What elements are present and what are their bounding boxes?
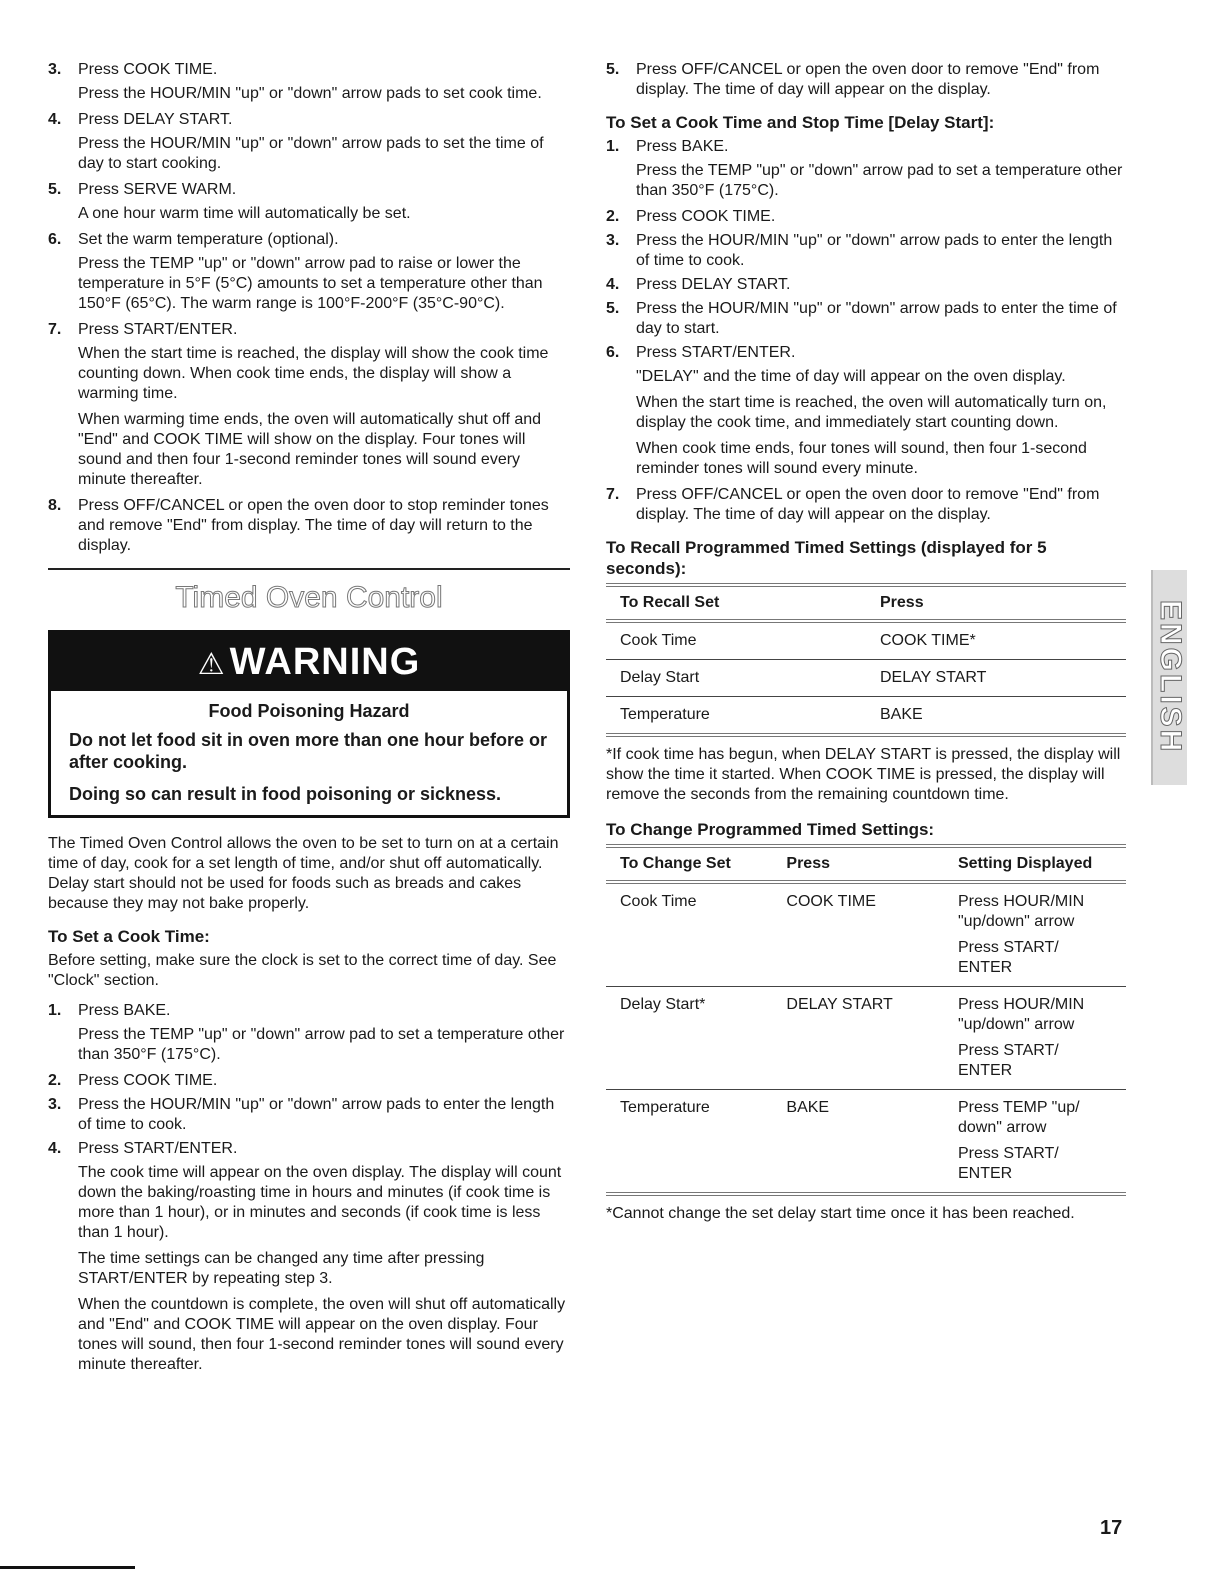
step-text: Press OFF/CANCEL or open the oven door to stop reminder tones and remove "End" from display. The time of day will return to the display. <box>78 497 549 554</box>
step-text: Press COOK TIME. <box>636 208 776 225</box>
step-detail: A one hour warm time will automatically be set. <box>78 205 411 222</box>
step-text: Press START/ENTER. <box>78 1140 238 1157</box>
step-text: Set the warm temperature (optional). <box>78 231 339 248</box>
change-table <box>606 844 1126 1196</box>
setting-instruction: Press START/ ENTER <box>957 939 1059 976</box>
table-row <box>606 621 1126 660</box>
step-number: 1. <box>48 1002 62 1019</box>
table-cell: Cook Time <box>606 882 772 987</box>
step-item <box>606 275 1126 295</box>
step-text: Press COOK TIME. <box>78 61 218 78</box>
step-number: 8. <box>48 497 62 514</box>
right-column <box>606 60 1126 1238</box>
step-detail: The cook time will appear on the oven display. The display will count down the baking/roasting time in hours and minutes (if cook time is more than 1 hour), or in minutes and seconds (if cook time is less than 1 hour). <box>78 1164 562 1241</box>
step-detail: Press the TEMP "up" or "down" arrow pad to raise or lower the temperature in 5°F (5°C) amounts to set a temperature other than 150°F (65°C). The warm range is 100°F-200°F (35°C-90°C). <box>78 255 543 312</box>
table-cell: Temperature <box>620 706 710 723</box>
table-cell <box>944 987 1126 1090</box>
table-row <box>606 697 1126 736</box>
change-heading: To Change Programmed Timed Settings: <box>606 820 935 839</box>
delay-steps-list <box>606 137 1126 525</box>
step-text: Press OFF/CANCEL or open the oven door to remove "End" from display. The time of day will appear on the display. <box>636 486 1100 523</box>
step-number: 6. <box>606 344 620 361</box>
step-item <box>606 299 1126 339</box>
step-number: 6. <box>48 231 62 248</box>
step-item <box>48 1001 570 1021</box>
step-number: 3. <box>48 61 62 78</box>
setting-instruction: Press TEMP "up/ down" arrow <box>957 1099 1080 1136</box>
step-item <box>606 60 1126 100</box>
step-number: 4. <box>606 276 620 293</box>
hazard-title: Food Poisoning Hazard <box>208 701 410 721</box>
step-detail: Press the TEMP "up" or "down" arrow pad to set a temperature other than 350°F (175°C). <box>78 1026 565 1063</box>
change-col-header: Setting Displayed <box>957 855 1093 872</box>
step-detail: When the start time is reached, the oven will automatically turn on, display the cook time, and immediately start counting down. <box>636 394 1107 431</box>
change-col-header: To Change Set <box>620 855 731 872</box>
recall-heading: To Recall Programmed Timed Settings (displayed for 5 seconds): <box>606 538 1047 578</box>
table-cell: DELAY START <box>866 660 1126 697</box>
table-row <box>606 1090 1126 1195</box>
step-detail: When the countdown is complete, the oven will shut off automatically and "End" and COOK TIME will appear on the oven display. Four tones will sound, then four 1-second reminder tones will sound every minute thereafter. <box>78 1296 566 1373</box>
warning-header <box>51 633 567 691</box>
step-detail: The time settings can be changed any time after pressing START/ENTER by repeating step 3. <box>78 1250 485 1287</box>
language-label: ENGLISH <box>1154 600 1187 755</box>
step-item <box>606 343 1126 363</box>
cook-steps-list <box>48 1001 570 1375</box>
step-item <box>48 1139 570 1159</box>
step-number: 5. <box>606 300 620 317</box>
step-detail: Press the HOUR/MIN "up" or "down" arrow pads to set cook time. <box>78 85 542 102</box>
page-number: 17 <box>1100 1517 1123 1539</box>
setting-instruction: Press HOUR/MIN "up/down" arrow <box>957 893 1085 930</box>
step-detail: When cook time ends, four tones will sound, then four 1-second reminder tones will sound every minute. <box>636 440 1087 477</box>
step-item <box>48 320 570 340</box>
step-item <box>48 1095 570 1135</box>
setting-instruction: Press START/ ENTER <box>957 1042 1059 1079</box>
step-number: 3. <box>48 1096 62 1113</box>
warning-header-text: WARNING <box>229 641 421 683</box>
table-cell: COOK TIME <box>772 882 944 987</box>
intro-paragraph: The Timed Oven Control allows the oven to be set to turn on at a certain time of day, cook for a set length of time, and/or shut off automatically. Delay start should not be used for foods such as breads and cakes because they may not bake properly. <box>48 835 559 912</box>
step-text: Press START/ENTER. <box>78 321 238 338</box>
step-item <box>48 230 570 250</box>
table-row <box>606 987 1126 1090</box>
cook-time-heading: To Set a Cook Time: <box>48 927 210 946</box>
table-cell: Temperature <box>620 1099 710 1116</box>
steps-list-top <box>48 60 570 556</box>
table-cell: Delay Start <box>606 660 866 697</box>
step-detail: "DELAY" and the time of day will appear on the oven display. <box>636 368 1066 385</box>
change-header-row <box>606 846 1126 882</box>
step-item <box>606 485 1126 525</box>
step-number: 4. <box>48 1140 62 1157</box>
step-item <box>606 137 1126 157</box>
change-footnote: *Cannot change the set delay start time once it has been reached. <box>606 1205 1075 1222</box>
language-side-tab <box>1151 570 1187 785</box>
table-row <box>606 882 1126 987</box>
step-text: Press the HOUR/MIN "up" or "down" arrow pads to enter the time of day to start. <box>636 300 1117 337</box>
step-item <box>48 60 570 80</box>
table-cell: COOK TIME* <box>866 621 1126 660</box>
step-number: 2. <box>48 1072 62 1089</box>
step-text: Press OFF/CANCEL or open the oven door to remove "End" from display. The time of day will appear on the display. <box>636 61 1100 98</box>
step-text: Press COOK TIME. <box>78 1072 218 1089</box>
step-text: Press START/ENTER. <box>636 344 796 361</box>
warning-line-2: Doing so can result in food poisoning or sickness. <box>69 784 502 804</box>
step-item <box>606 207 1126 227</box>
step-detail: Press the HOUR/MIN "up" or "down" arrow pads to set the time of day to start cooking. <box>78 135 544 172</box>
step-number: 1. <box>606 138 620 155</box>
warning-line-1: Do not let food sit in oven more than one hour before or after cooking. <box>69 730 548 772</box>
left-column <box>48 60 570 1381</box>
table-cell: Cook Time <box>606 621 866 660</box>
step-detail: Press the TEMP "up" or "down" arrow pad to set a temperature other than 350°F (175°C). <box>636 162 1123 199</box>
table-cell: Delay Start* <box>606 987 772 1090</box>
table-cell: DELAY START <box>772 987 944 1090</box>
section-divider <box>48 568 570 570</box>
step-text: Press DELAY START. <box>78 111 233 128</box>
delay-start-heading: To Set a Cook Time and Stop Time [Delay Start]: <box>606 113 995 132</box>
recall-col-header: Press <box>880 594 924 611</box>
step-item <box>48 496 570 556</box>
step-detail: When warming time ends, the oven will automatically shut off and "End" and COOK TIME will show on the display. Four tones will sound and then four 1-second reminder tones will sound every minute thereafter. <box>78 411 542 488</box>
warning-triangle-icon: ⚠ <box>197 648 226 681</box>
step-number: 7. <box>606 486 620 503</box>
recall-header-row <box>606 585 1126 621</box>
recall-footnote: *If cook time has begun, when DELAY START is pressed, the display will show the time it started. When COOK TIME is pressed, the display will remove the seconds from the remaining countdown time. <box>606 746 1121 803</box>
recall-table <box>606 583 1126 737</box>
step-number: 3. <box>606 232 620 249</box>
warning-box <box>48 630 570 818</box>
recall-col-header: To Recall Set <box>620 594 720 611</box>
bottom-rule <box>0 1566 135 1569</box>
step-text: Press SERVE WARM. <box>78 181 237 198</box>
table-cell: BAKE <box>786 1099 830 1116</box>
step-text: Press BAKE. <box>636 138 729 155</box>
setting-instruction: Press START/ ENTER <box>957 1145 1059 1182</box>
table-cell <box>944 1090 1126 1195</box>
step-item <box>48 110 570 130</box>
step-item <box>48 180 570 200</box>
step-number: 4. <box>48 111 62 128</box>
step-number: 5. <box>606 61 620 78</box>
step-number: 7. <box>48 321 62 338</box>
step-item <box>606 231 1126 271</box>
change-col-header: Press <box>786 855 830 872</box>
step-detail: When the start time is reached, the display will show the cook time counting down. When cook time ends, the display will show a warming time. <box>78 345 549 402</box>
step-number: 5. <box>48 181 62 198</box>
step-text: Press the HOUR/MIN "up" or "down" arrow pads to enter the length of time to cook. <box>78 1096 555 1133</box>
table-row <box>606 660 1126 697</box>
step-text: Press DELAY START. <box>636 276 791 293</box>
step-item <box>48 1071 570 1091</box>
table-cell <box>944 882 1126 987</box>
cook-time-intro: Before setting, make sure the clock is set to the correct time of day. See "Clock" section. <box>48 952 557 989</box>
step-text: Press BAKE. <box>78 1002 171 1019</box>
step-text: Press the HOUR/MIN "up" or "down" arrow pads to enter the length of time to cook. <box>636 232 1113 269</box>
setting-instruction: Press HOUR/MIN "up/down" arrow <box>957 996 1085 1033</box>
table-cell: BAKE <box>880 706 923 723</box>
section-title: Timed Oven Control <box>175 581 443 614</box>
step-number: 2. <box>606 208 620 225</box>
